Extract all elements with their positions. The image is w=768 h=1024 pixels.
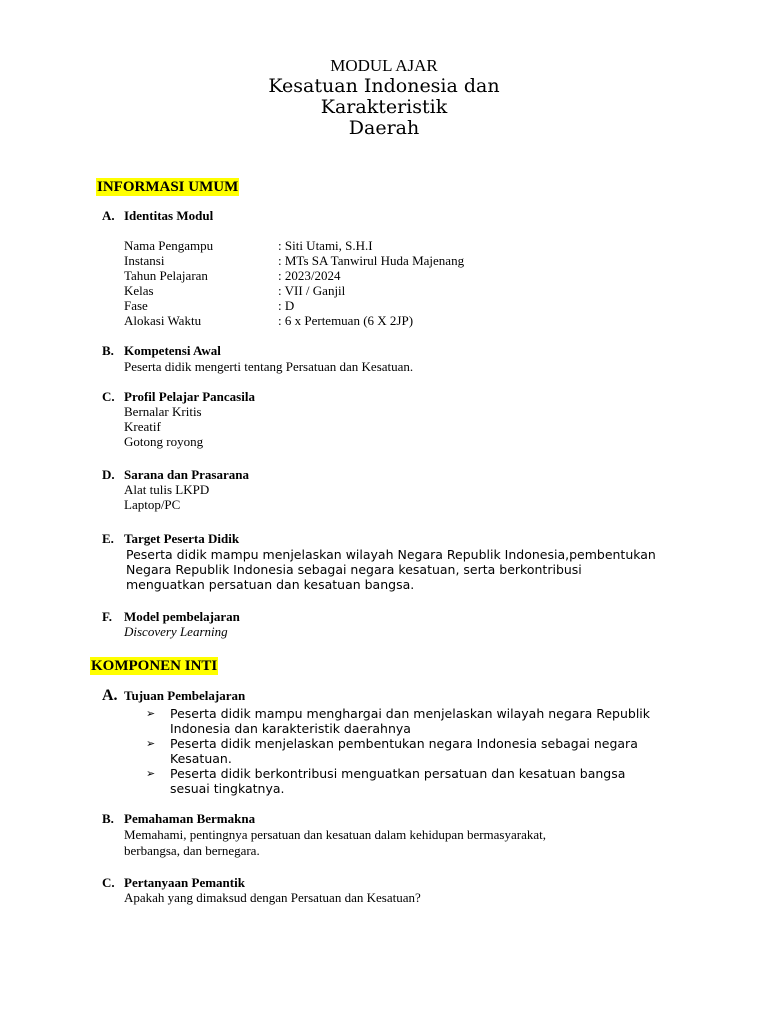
list-item: Gotong royong — [124, 434, 204, 449]
label-profil-pelajar — [102, 389, 255, 404]
label-text: Pertanyaan Pemantik — [124, 875, 245, 890]
arrow-bullet-icon: ➢ — [146, 737, 156, 750]
list-item — [146, 766, 690, 796]
identity-value: : D — [278, 298, 295, 313]
identity-value: : Siti Utami, S.H.I — [278, 238, 373, 253]
arrow-bullet-icon: ➢ — [146, 707, 156, 720]
label-text: Target Peserta Didik — [124, 531, 240, 546]
letter-e: E. — [102, 531, 114, 546]
identity-row — [0, 283, 768, 298]
label-text: Identitas Modul — [124, 208, 214, 223]
identity-value: : VII / Ganjil — [278, 283, 346, 298]
label-text: Pemahaman Bermakna — [124, 811, 256, 826]
letter-f: F. — [102, 609, 112, 624]
heading-informasi-umum: INFORMASI UMUM — [97, 179, 239, 195]
title-modul-ajar: MODUL AJAR — [330, 56, 438, 75]
identity-value: : 2023/2024 — [278, 268, 341, 283]
bullet-line: Peserta didik berkontribusi menguatkan persatuan dan kesatuan bangsa — [170, 766, 626, 781]
identity-key: Alokasi Waktu — [124, 313, 202, 328]
identity-row — [0, 268, 768, 283]
list-item — [146, 706, 690, 736]
pemahaman-text-line: berbangsa, dan bernegara. — [124, 843, 260, 858]
title-line-3: Karakteristik — [320, 96, 448, 118]
bullet-line: Peserta didik mampu menghargai dan menjelaskan wilayah negara Republik — [170, 706, 651, 721]
identity-row — [0, 313, 768, 328]
label-pemahaman-bermakna — [102, 811, 255, 826]
letter-b: B. — [102, 343, 114, 358]
letter-b: B. — [102, 811, 114, 826]
pertanyaan-text: Apakah yang dimaksud dengan Persatuan dan Kesatuan? — [124, 890, 421, 905]
label-model-pembelajaran — [102, 609, 240, 624]
list-item: Laptop/PC — [124, 497, 181, 512]
bullet-line: Peserta didik menjelaskan pembentukan negara Indonesia sebagai negara — [170, 736, 638, 751]
bullet-line: Indonesia dan karakteristik daerahnya — [170, 721, 411, 736]
letter-a: A. — [102, 208, 115, 223]
list-item: Alat tulis LKPD — [124, 482, 210, 497]
identity-key: Nama Pengampu — [124, 238, 214, 253]
identity-key: Tahun Pelajaran — [124, 268, 208, 283]
bullet-line: sesuai tingkatnya. — [170, 781, 285, 796]
letter-c: C. — [102, 875, 115, 890]
list-item: Kreatif — [124, 419, 161, 434]
target-text-line: Negara Republik Indonesia sebagai negara kesatuan, serta berkontribusi — [126, 562, 582, 577]
pemahaman-text-line: Memahami, pentingnya persatuan dan kesatuan dalam kehidupan bermasyarakat, — [124, 827, 546, 842]
title-line-4: Daerah — [348, 117, 420, 139]
label-text: Profil Pelajar Pancasila — [124, 389, 255, 404]
identity-key: Instansi — [124, 253, 165, 268]
label-kompetensi-awal — [102, 343, 221, 358]
identity-key: Kelas — [124, 283, 154, 298]
label-text: Model pembelajaran — [124, 609, 240, 624]
label-text: Tujuan Pembelajaran — [124, 688, 246, 703]
label-identitas-modul — [102, 208, 213, 223]
arrow-bullet-icon: ➢ — [146, 767, 156, 780]
label-tujuan-pembelajaran — [102, 688, 245, 703]
letter-d: D. — [102, 467, 115, 482]
identity-row — [0, 238, 768, 253]
label-pertanyaan-pemantik — [102, 875, 245, 890]
label-text: Kompetensi Awal — [124, 343, 221, 358]
kompetensi-awal-text: Peserta didik mengerti tentang Persatuan dan Kesatuan. — [124, 359, 414, 374]
identity-value: : 6 x Pertemuan (6 X 2JP) — [278, 313, 414, 328]
label-sarana-prasarana — [102, 467, 249, 482]
title-block — [0, 56, 768, 139]
identity-row — [0, 298, 768, 313]
list-item — [146, 736, 690, 766]
label-text: Sarana dan Prasarana — [124, 467, 249, 482]
identity-key: Fase — [124, 298, 148, 313]
identity-value: : MTs SA Tanwirul Huda Majenang — [278, 253, 465, 268]
letter-a: A. — [102, 687, 118, 704]
model-pembelajaran-text: Discovery Learning — [124, 624, 228, 639]
label-target-peserta — [102, 531, 239, 546]
target-text-line: Peserta didik mampu menjelaskan wilayah Negara Republik Indonesia,pembentukan — [126, 547, 656, 562]
letter-c: C. — [102, 389, 115, 404]
target-text-line: menguatkan persatuan dan kesatuan bangsa. — [126, 577, 415, 592]
heading-komponen-inti: KOMPONEN INTI — [91, 658, 218, 674]
identity-row — [0, 253, 768, 268]
bullet-line: Kesatuan. — [170, 751, 232, 766]
list-item: Bernalar Kritis — [124, 404, 202, 419]
title-line-2: Kesatuan Indonesia dan — [268, 75, 500, 97]
